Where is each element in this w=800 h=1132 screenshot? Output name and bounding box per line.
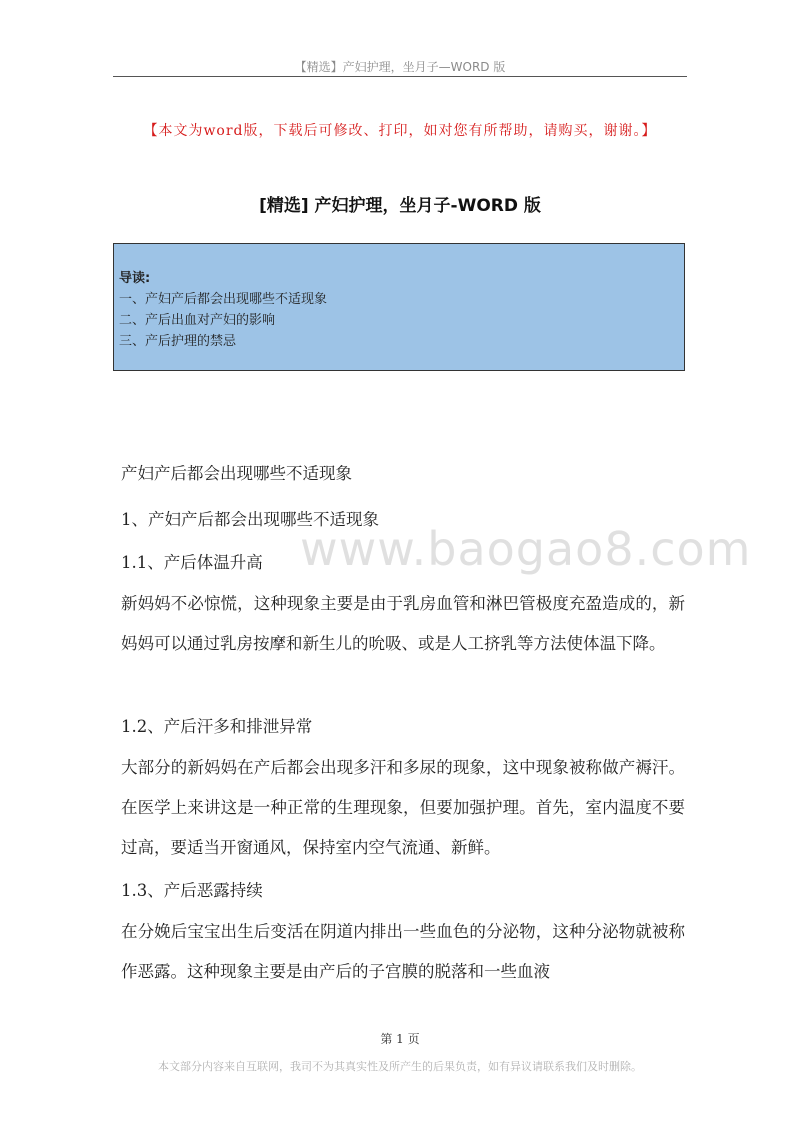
section-title: 产妇产后都会出现哪些不适现象 xyxy=(121,464,352,483)
paragraph-1-1: 新妈妈不必惊慌，这种现象主要是由于乳房血管和淋巴管极度充盈造成的，新妈妈可以通过乳房按摩和新生儿的吮吸、或是人工挤乳等方法使体温下降。 xyxy=(121,594,685,653)
purchase-notice: 【本文为word版，下载后可修改、打印，如对您有所帮助，请购买，谢谢。】 xyxy=(143,123,657,139)
heading-1: 1、产妇产后都会出现哪些不适现象 xyxy=(121,510,379,529)
footer-disclaimer: 本文部分内容来自互联网，我司不为其真实性及所产生的后果负责，如有异议请联系我们及时删除。 xyxy=(158,1060,642,1073)
page-number: 第 1 页 xyxy=(380,1032,420,1046)
paragraph-1-3: 在分娩后宝宝出生后变活在阴道内排出一些血色的分泌物，这种分泌物就被称作恶露。这种现象主要是由产后的子宫膜的脱落和一些血液 xyxy=(121,922,685,981)
guide-heading: 导读: xyxy=(119,271,151,286)
subheading-1-1: 1.1、产后体温升高 xyxy=(121,553,263,572)
running-header: 【精选】产妇护理，坐月子—WORD 版 xyxy=(294,60,506,74)
paragraph-1-2: 大部分的新妈妈在产后都会出现多汗和多尿的现象，这中现象被称做产褥汗。在医学上来讲这是一种正常的生理现象，但要加强护理。首先，室内温度不要过高，要适当开窗通风，保持室内空气流通、新鲜。 xyxy=(121,758,685,857)
document-title: [精选] 产妇护理，坐月子-WORD 版 xyxy=(259,196,541,216)
guide-item: 一、产妇产后都会出现哪些不适现象 xyxy=(119,292,328,307)
header-divider xyxy=(113,76,687,77)
guide-box xyxy=(113,243,685,371)
watermark: www.baogao8.com xyxy=(300,522,752,576)
guide-item: 三、产后护理的禁忌 xyxy=(119,334,237,349)
guide-item: 二、产后出血对产妇的影响 xyxy=(119,313,276,328)
subheading-1-2: 1.2、产后汗多和排泄异常 xyxy=(121,717,313,736)
subheading-1-3: 1.3、产后恶露持续 xyxy=(121,881,263,900)
